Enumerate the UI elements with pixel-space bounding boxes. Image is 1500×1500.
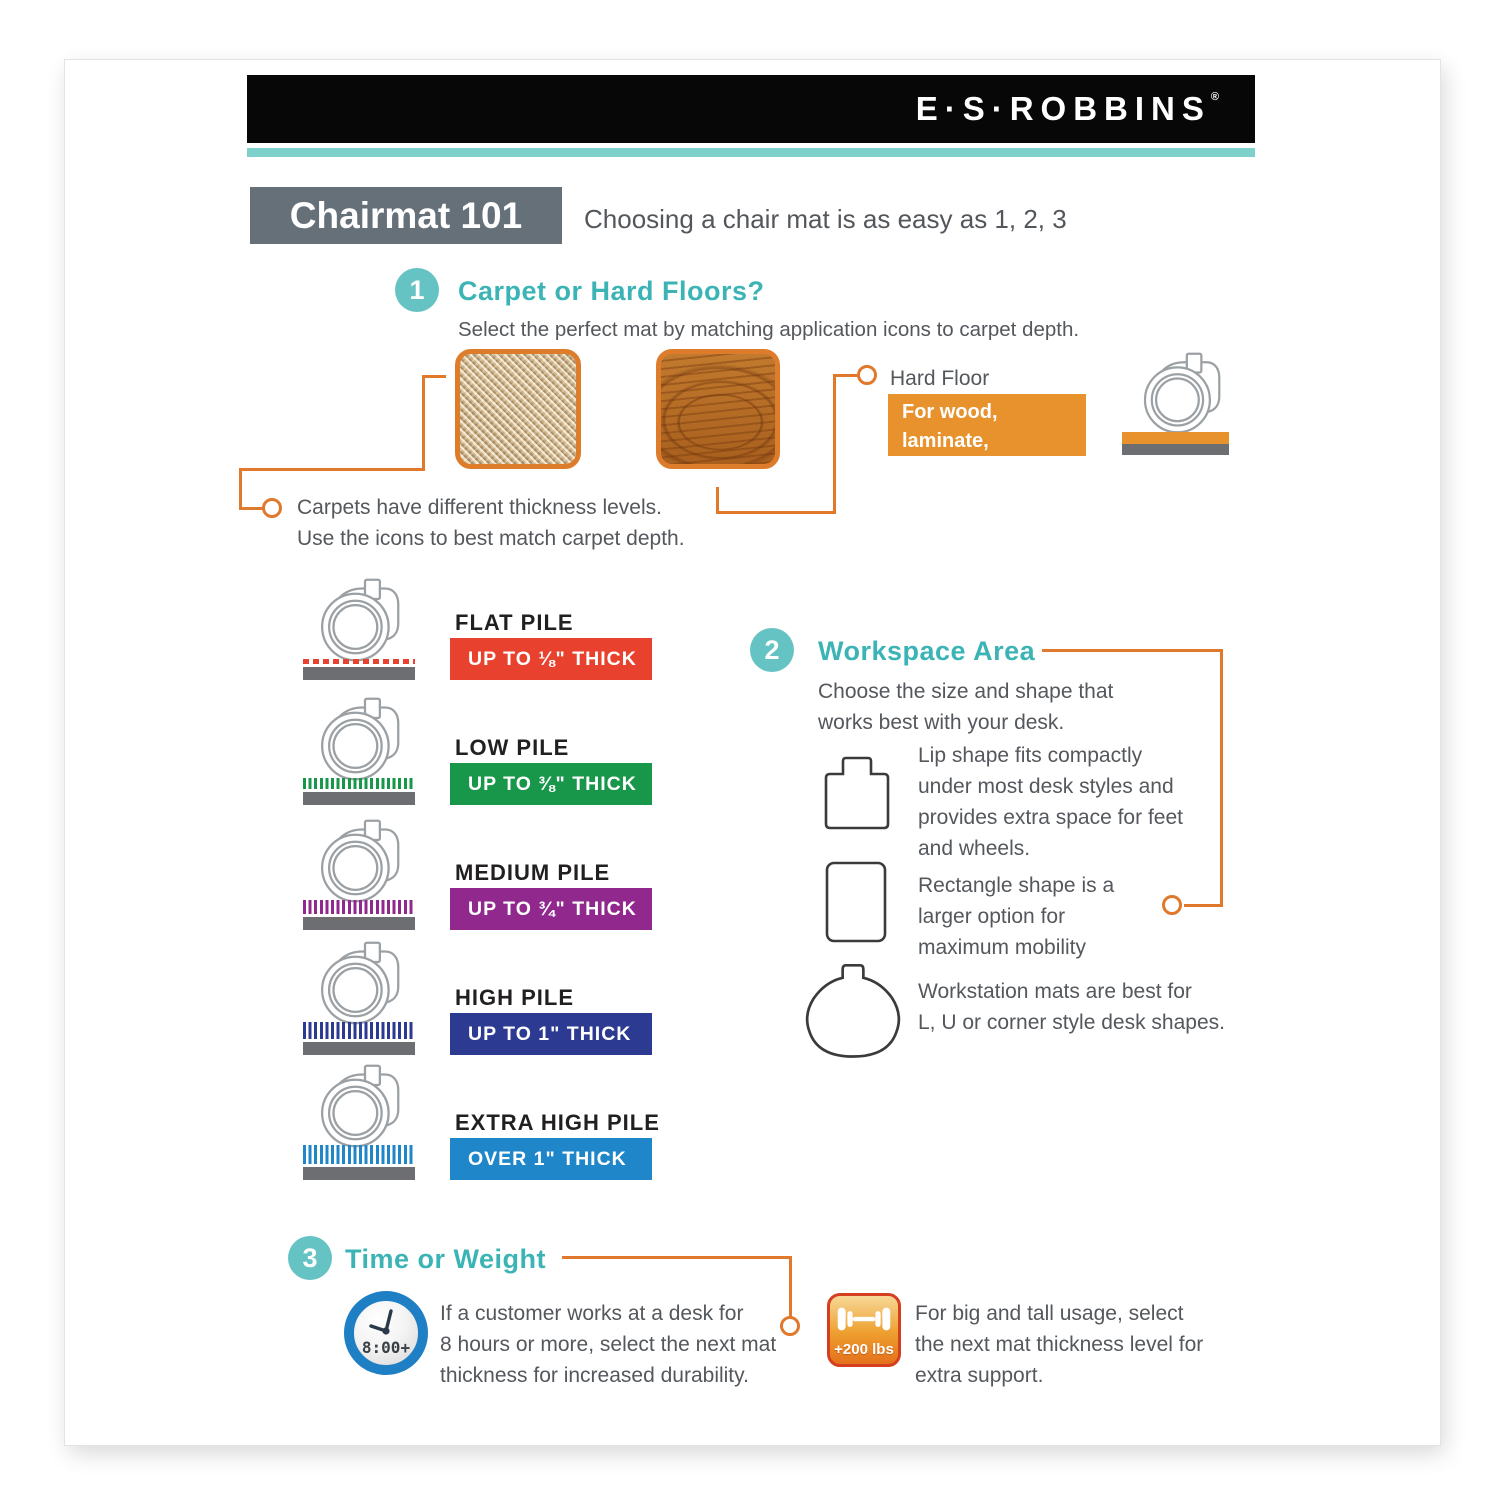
hardfloor-connector-node: [857, 365, 877, 385]
pile-thickness-bar: UP TO ⅛" THICK: [450, 638, 652, 680]
desc-line: under most desk styles and: [918, 775, 1174, 798]
pile-name: FLAT PILE: [455, 610, 574, 635]
carpet-pile-texture: [303, 1145, 415, 1164]
pile-thickness-bar: UP TO ⅜" THICK: [450, 763, 652, 805]
hardfloor-connector-line: [833, 374, 836, 514]
lip-shape-desc: [918, 740, 1248, 864]
accent-stripe: [247, 148, 1255, 157]
desc-line: thickness for increased durability.: [440, 1364, 749, 1387]
pile-thickness-bar: OVER 1" THICK: [450, 1138, 652, 1180]
desc-line: maximum mobility: [918, 936, 1087, 959]
step2-subtitle-line: Choose the size and shape that: [818, 680, 1114, 703]
desc-line: Workstation mats are best for: [918, 980, 1192, 1003]
brand-logo: E·S·ROBBINS®: [915, 90, 1219, 127]
floor-bar: [303, 1167, 415, 1180]
pile-name: MEDIUM PILE: [455, 860, 611, 885]
caster-icon: [303, 578, 413, 662]
weight-icon: [827, 1293, 901, 1367]
pile-name: HIGH PILE: [455, 985, 575, 1010]
pile-name: EXTRA HIGH PILE: [455, 1110, 660, 1135]
workstation-shape-icon: [796, 960, 910, 1066]
hardfloor-label: Hard Floor: [890, 367, 990, 390]
pile-thickness-bar: UP TO 1" THICK: [450, 1013, 652, 1055]
step2-title: Workspace Area: [818, 636, 1036, 666]
carpet-connector-node: [262, 498, 282, 518]
step1-badge: 1: [395, 268, 439, 312]
caster-icon: [303, 697, 413, 781]
caster-icon: [303, 941, 413, 1025]
hardfloor-connector-line: [716, 487, 719, 514]
step1-subtitle: Select the perfect mat by matching application icons to carpet depth.: [458, 318, 1080, 341]
hardfloor-connector-line: [833, 374, 859, 377]
page-title: Chairmat 101: [289, 194, 523, 236]
step3-badge: 3: [288, 1236, 332, 1280]
time-desc: [440, 1298, 830, 1391]
caster-icon: [303, 819, 413, 903]
hardfloor-note-line: For wood, laminate,: [902, 401, 998, 452]
desc-line: For big and tall usage, select: [915, 1302, 1184, 1325]
rectangle-shape-desc: [918, 870, 1198, 963]
desc-line: provides extra space for feet: [918, 806, 1183, 829]
tagline: Choosing a chair mat is as easy as 1, 2, 3: [584, 204, 1067, 234]
lip-shape-icon: [822, 754, 892, 832]
floor-bar: [303, 792, 415, 805]
floor-bar: [303, 917, 415, 930]
page-title-box: [250, 187, 562, 244]
rectangle-shape-icon: [824, 860, 888, 944]
brand-header-bar: [247, 75, 1255, 143]
pile-row-low: [303, 713, 723, 805]
clock-icon: [344, 1291, 428, 1375]
hardfloor-mat-bar: [1122, 432, 1229, 444]
desc-line: 8 hours or more, select the next mat: [440, 1333, 777, 1356]
desc-line: If a customer works at a desk for: [440, 1302, 744, 1325]
clock-time-label: 8:00+: [361, 1338, 411, 1357]
hardfloor-note-line: tile and more.: [902, 459, 1033, 481]
pile-row-extra-high: [303, 1088, 723, 1180]
desc-line: Rectangle shape is a: [918, 874, 1115, 897]
pile-thickness-bar: UP TO ¾" THICK: [450, 888, 652, 930]
pile-row-flat: [303, 588, 723, 680]
floor-bar: [303, 1042, 415, 1055]
step2-subtitle: [818, 676, 1113, 738]
caster-icon: [1128, 352, 1232, 434]
hardfloor-connector-line: [716, 511, 836, 514]
workstation-shape-desc: [918, 976, 1278, 1038]
carpet-pile-texture: [303, 659, 415, 664]
pile-row-high: [303, 963, 723, 1055]
dumbbell-glyph: [836, 1305, 892, 1333]
desc-line: the next mat thickness level for: [915, 1333, 1204, 1356]
workspace-connector-line: [1042, 649, 1223, 652]
carpet-note-line: Carpets have different thickness levels.: [297, 496, 662, 519]
carpet-pile-texture: [303, 1022, 415, 1039]
carpet-note: [297, 492, 685, 554]
weight-desc: [915, 1298, 1275, 1391]
desc-line: and wheels.: [918, 837, 1031, 860]
weight-limit-label: +200 lbs: [834, 1341, 894, 1358]
carpet-swatch-image: [455, 349, 581, 469]
registered-mark: ®: [1210, 91, 1219, 103]
carpet-pile-texture: [303, 778, 415, 789]
hardfloor-note-box: [888, 394, 1086, 481]
desc-line: extra support.: [915, 1364, 1044, 1387]
carpet-connector-line: [239, 468, 242, 510]
step1-title: Carpet or Hard Floors?: [458, 276, 765, 306]
desc-line: Lip shape fits compactly: [918, 744, 1143, 767]
carpet-connector-line: [422, 375, 425, 471]
step2-subtitle-line: works best with your desk.: [818, 711, 1065, 734]
desc-line: L, U or corner style desk shapes.: [918, 1011, 1225, 1034]
hardfloor-floor-bar: [1122, 444, 1229, 455]
carpet-pile-texture: [303, 900, 415, 914]
carpet-connector-line: [239, 468, 425, 471]
carpet-connector-line: [240, 507, 264, 510]
floor-bar: [303, 667, 415, 680]
pile-row-medium: [303, 838, 723, 930]
caster-icon: [303, 1064, 413, 1148]
carpet-note-line: Use the icons to best match carpet depth.: [297, 527, 685, 550]
carpet-connector-line: [422, 375, 446, 378]
hardwood-swatch-image: [656, 349, 780, 469]
desc-line: larger option for: [918, 905, 1066, 928]
step3-title: Time or Weight: [345, 1244, 547, 1274]
step2-badge: 2: [750, 628, 794, 672]
time-connector-line: [562, 1256, 792, 1259]
pile-name: LOW PILE: [455, 735, 570, 760]
